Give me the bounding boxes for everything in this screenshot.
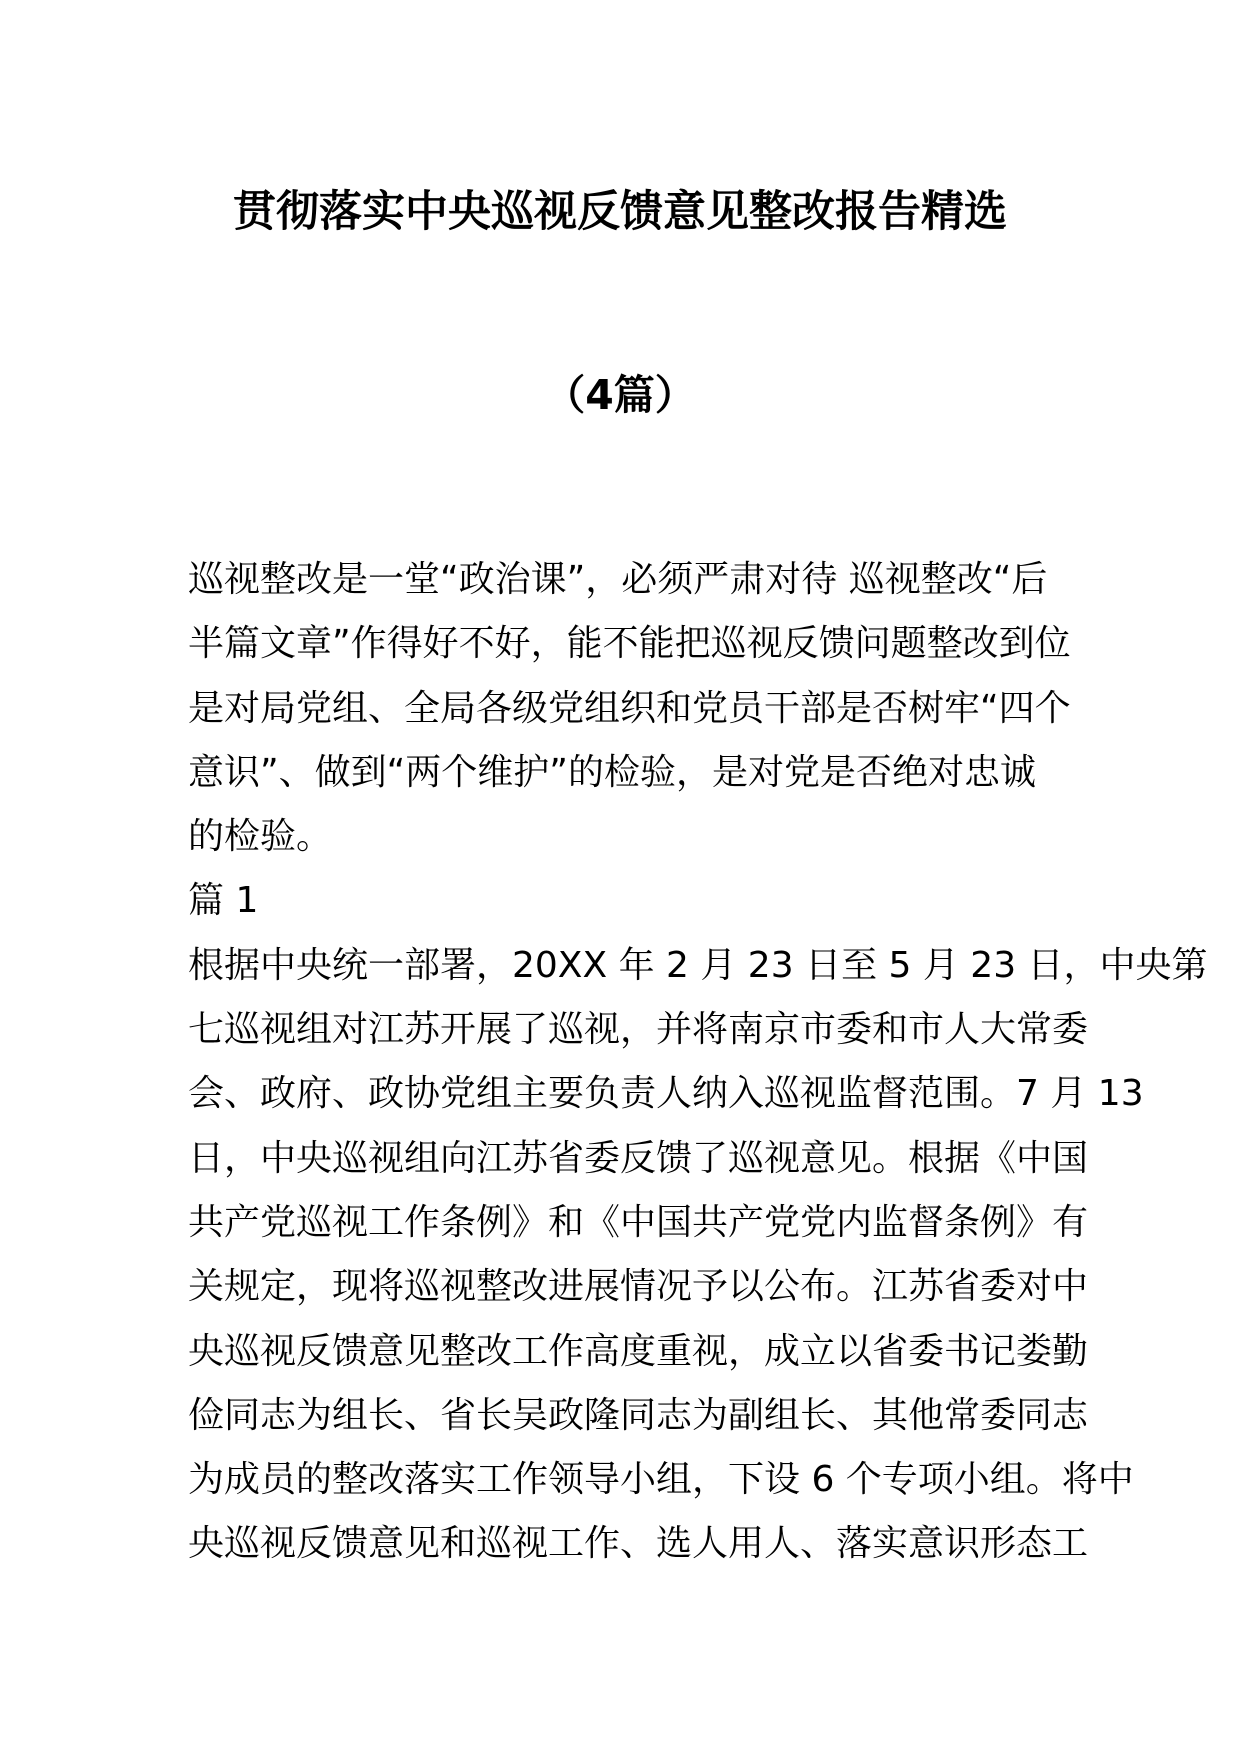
body-line: 半篇文章”作得好不好，能不能把巡视反馈问题整改到位	[188, 623, 1071, 665]
body-line: 巡视整改是一堂“政治课”，必须严肃对待 巡视整改“后	[188, 559, 1048, 600]
body-line: 根据中央统一部署，20XX 年 2 月 23 日至 5 月 23 日，中央第	[188, 944, 1208, 986]
document-body	[188, 548, 1208, 1577]
body-line: 七巡视组对江苏开展了巡视，并将南京市委和市人大常委	[188, 1009, 1089, 1051]
body-line: 日，中央巡视组向江苏省委反馈了巡视意见。根据《中国	[188, 1137, 1089, 1179]
section-heading: 篇 1	[188, 880, 259, 922]
body-line: 会、政府、政协党组主要负责人纳入巡视监督范围。7 月 13	[188, 1073, 1144, 1115]
body-line: 意识”、做到“两个维护”的检验，是对党是否绝对忠诚	[188, 751, 1036, 793]
body-line: 央巡视反馈意见整改工作高度重视，成立以省委书记娄勤	[188, 1330, 1089, 1372]
document-subtitle: （4篇）	[544, 371, 696, 419]
body-line: 为成员的整改落实工作领导小组，下设 6 个专项小组。将中	[188, 1459, 1134, 1501]
body-line: 共产党巡视工作条例》和《中国共产党党内监督条例》有	[188, 1201, 1089, 1243]
document-title: 贯彻落实中央巡视反馈意见整改报告精选	[233, 187, 1007, 237]
body-line: 俭同志为组长、省长吴政隆同志为副组长、其他常委同志	[188, 1394, 1089, 1436]
body-line: 是对局党组、全局各级党组织和党员干部是否树牢“四个	[188, 687, 1071, 729]
body-line: 央巡视反馈意见和巡视工作、选人用人、落实意识形态工	[188, 1523, 1089, 1565]
body-line: 关规定，现将巡视整改进展情况予以公布。江苏省委对中	[188, 1266, 1089, 1308]
body-line: 的检验。	[188, 816, 333, 858]
